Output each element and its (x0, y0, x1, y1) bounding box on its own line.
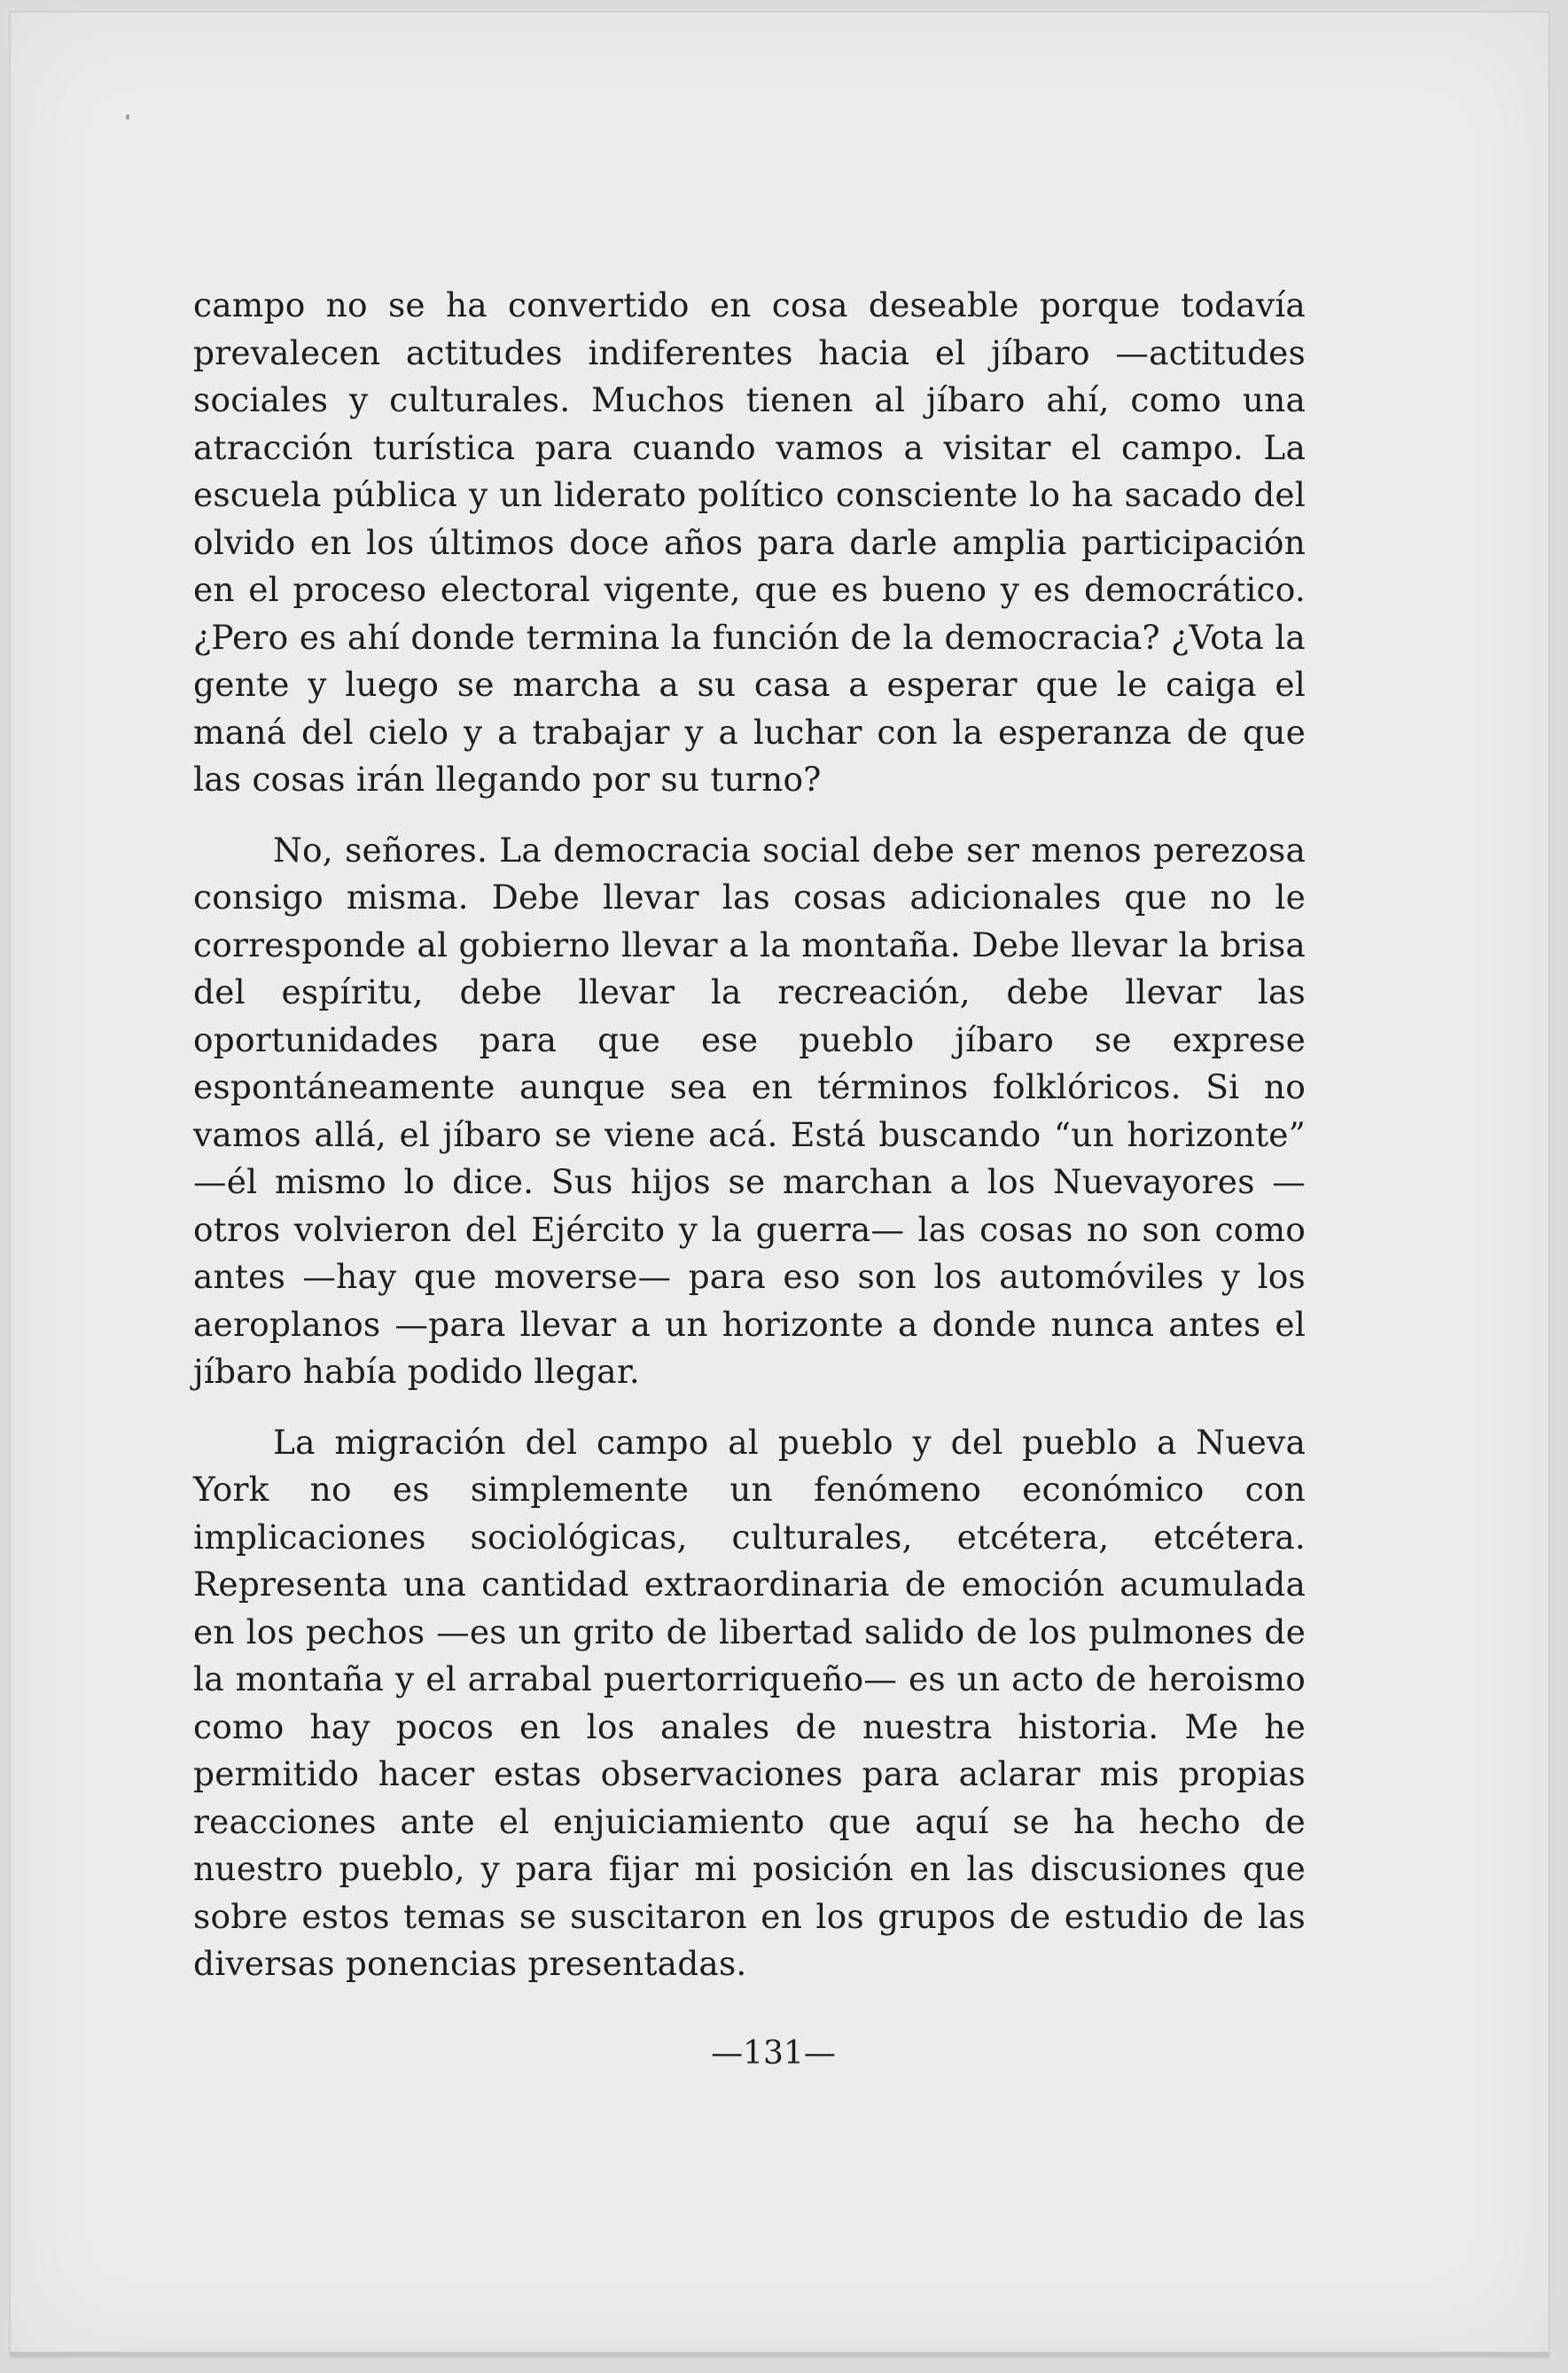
paragraph-1: campo no se ha convertido en cosa deseable porque todavía prevalecen actitudes indiferentes hacia el jíbaro —actitudes sociales y culturales. Muchos tienen al jíbaro ahí, como una atracción turística para cuando vamos a visitar el campo. La escuela pública y un liderato político consciente lo ha sacado del olvido en los últimos doce años para darle amplia participación en el proceso electoral vigente, que es bueno y es democrático. ¿Pero es ahí donde termina la función de la democracia? ¿Vota la gente y luego se marcha a su casa a esperar que le caiga el maná del cielo y a trabajar y a luchar con la esperanza de que las cosas irán llegando por su turno? (193, 285, 1306, 799)
paragraph-3: La migración del campo al pueblo y del pueblo a Nueva York no es simplemente un fenómeno económico con implicaciones sociológicas, culturales, etcétera, etcétera. Representa una cantidad extraordinaria de emoción acumulada en los pechos —es un grito de libertad salido de los pulmones de la montaña y el arrabal puertorriqueño— es un acto de heroismo como hay pocos en los anales de nuestra historia. Me he permitido hacer estas observaciones para aclarar mis propias reacciones ante el enjuiciamiento que aquí se ha hecho de nuestro pueblo, y para fijar mi posición en las discusiones que sobre estos temas se suscitaron en los grupos de estudio de las diversas ponencias presentadas. (193, 1422, 1306, 1983)
body-text (193, 282, 1306, 2011)
paragraph-2: No, señores. La democracia social debe ser menos perezosa consigo misma. Debe llevar las cosas adicionales que no le corresponde al gobierno llevar a la montaña. Debe llevar la brisa del espíritu, debe llevar la recreación, debe llevar las oportunidades para que ese pueblo jíbaro se exprese espontáneamente aunque sea en términos folklóricos. Si no vamos allá, el jíbaro se viene acá. Está buscando “un horizonte” —él mismo lo dice. Sus hijos se marchan a los Nuevayores —otros volvieron del Ejército y la guerra— las cosas no son como antes —hay que moverse— para eso son los automóviles y los aeroplanos —para llevar a un horizonte a donde nunca antes el jíbaro había podido llegar. (193, 830, 1306, 1391)
paper-speck (126, 114, 129, 120)
page-number: —131— (711, 2035, 836, 2072)
